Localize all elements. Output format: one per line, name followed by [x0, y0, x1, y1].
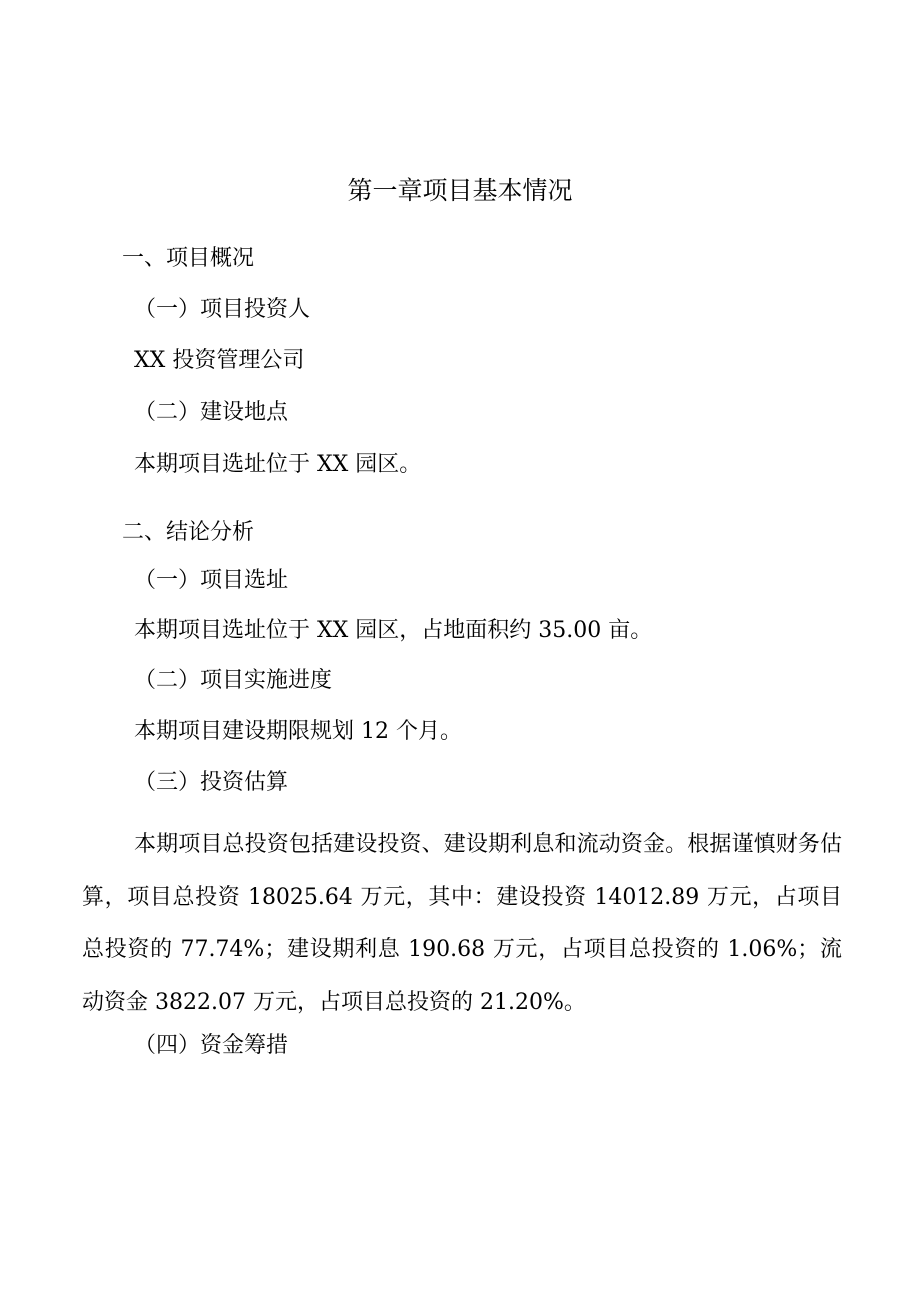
- site-text: 本期项目选址位于 XX 园区，占地面积约 35.00 亩。: [134, 618, 653, 643]
- location-text: 本期项目选址位于 XX 园区。: [134, 452, 422, 477]
- investor-text: XX 投资管理公司: [134, 348, 305, 373]
- subheading-site: （一）项目选址: [134, 568, 289, 593]
- investment-estimate-paragraph: 本期项目总投资包括建设投资、建设期利息和流动资金。根据谨慎财务估算，项目总投资 18025.64 万元，其中：建设投资 14012.89 万元，占项目总投资的 77.74%；建设期利息 190.68 万元，占项目总投资的 1.06%；流动资金 3822.07 万元，占项目总投资的 21.20%。: [82, 832, 842, 1015]
- schedule-text: 本期项目建设期限规划 12 个月。: [134, 719, 462, 744]
- subheading-location: （二）建设地点: [134, 400, 289, 425]
- section-heading-overview: 一、项目概况: [122, 246, 255, 271]
- subheading-fund-raising: （四）资金筹措: [134, 1033, 289, 1058]
- subheading-schedule: （二）项目实施进度: [134, 668, 333, 693]
- subheading-investment-estimate: （三）投资估算: [134, 770, 289, 795]
- section-heading-conclusion: 二、结论分析: [122, 520, 255, 545]
- chapter-title: 第一章项目基本情况: [347, 176, 573, 205]
- subheading-investor: （一）项目投资人: [134, 297, 311, 322]
